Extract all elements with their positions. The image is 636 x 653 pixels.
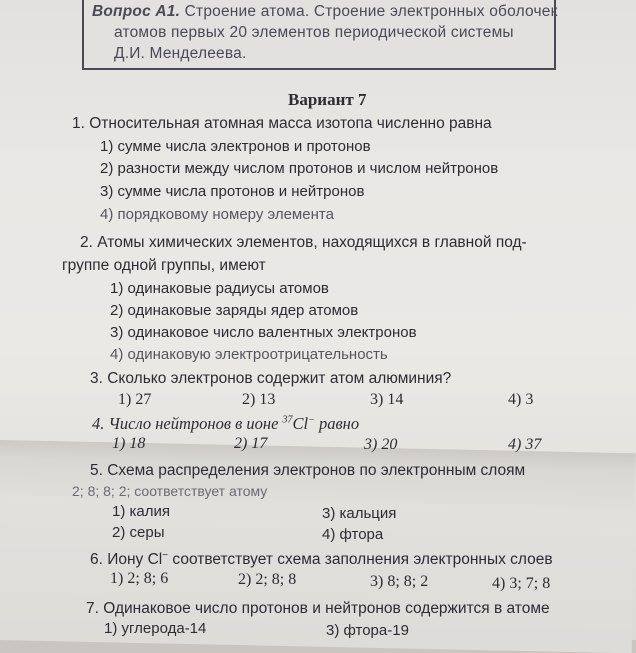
question-3-text: 3. Сколько электронов содержит атом алюминия?: [90, 370, 452, 387]
question-6-option-2: 2) 2; 8; 8: [238, 571, 297, 588]
topic-header-box: [82, 0, 556, 70]
question-3-option-3: 3) 14: [370, 391, 404, 408]
isotope-mass-number: 37: [282, 414, 293, 426]
question-1-option-1: 1) сумме числа электронов и протонов: [100, 138, 371, 155]
question-3-option-2: 2) 13: [242, 391, 276, 408]
question-5-text-line-2: 2; 8; 8; 2; соответствует атому: [72, 483, 268, 499]
question-1-option-3: 3) сумме числа протонов и нейтронов: [100, 183, 365, 200]
question-3-option-4: 4) 3: [508, 391, 534, 408]
question-5-option-2: 2) серы: [112, 524, 165, 541]
header-line-1: [92, 3, 558, 21]
question-7-option-1: 1) углерода-14: [104, 620, 207, 637]
header-line-2: атомов первых 20 элементов периодической системы: [114, 24, 514, 41]
question-2-option-3: 3) одинаковое число валентных электронов: [110, 324, 417, 341]
header-line-3: Д.И. Менделеева.: [114, 45, 247, 62]
header-topic-text: Строение атома. Строение электронных оболочек: [184, 3, 558, 20]
question-6-text-end: соответствует схема заполнения электронных слоев: [168, 551, 553, 568]
ion-charge: −: [162, 549, 169, 561]
question-2-text-line-1: 2. Атомы химических элементов, находящихся в главной под-: [80, 234, 527, 251]
question-5-text-line-1: 5. Схема распределения электронов по электронным слоям: [90, 462, 526, 479]
question-2-option-1: 1) одинаковые радиусы атомов: [110, 280, 329, 297]
question-5-option-3: 3) кальция: [322, 505, 397, 522]
question-4-option-3: 3) 20: [364, 436, 398, 453]
question-2-option-2: 2) одинаковые заряды ядер атомов: [110, 302, 359, 319]
question-5-option-4: 4) фтора: [322, 526, 384, 543]
question-1-option-2: 2) разности между числом протонов и числом нейтронов: [100, 160, 499, 177]
question-2-option-4: 4) одинаковую электроотрицательность: [110, 346, 388, 363]
question-1-option-4: 4) порядковому номеру элемента: [100, 206, 334, 223]
chlorine-symbol: Cl: [292, 414, 309, 433]
question-5-option-1: 1) калия: [112, 503, 170, 520]
question-4-text-end: равно: [314, 414, 360, 433]
question-4-option-1: 1) 18: [112, 435, 146, 452]
question-4-option-4: 4) 37: [508, 436, 542, 453]
question-4-option-2: 2) 17: [234, 435, 268, 452]
question-4-text: [92, 414, 359, 434]
question-6-option-3: 3) 8; 8; 2: [370, 573, 429, 590]
question-7-option-3: 3) фтора-19: [326, 622, 409, 639]
question-6-option-4: 4) 3; 7; 8: [492, 575, 551, 592]
question-6-option-1: 1) 2; 8; 6: [110, 570, 169, 587]
ion-charge: −: [308, 414, 315, 426]
variant-title: Вариант 7: [288, 90, 367, 109]
question-3-option-1: 1) 27: [118, 391, 152, 408]
question-2-text-line-2: группе одной группы, имеют: [62, 257, 266, 274]
header-label: Вопрос А1.: [92, 3, 181, 20]
question-7-text: 7. Одинаковое число протонов и нейтронов содержится в атоме: [86, 600, 550, 617]
question-6-text: [90, 551, 553, 569]
question-6-text-start: 6. Иону Cl: [90, 551, 163, 568]
question-4-text-start: 4. Число нейтронов в ионе: [92, 414, 283, 433]
question-1-text: 1. Относительная атомная масса изотопа численно равна: [72, 115, 492, 132]
